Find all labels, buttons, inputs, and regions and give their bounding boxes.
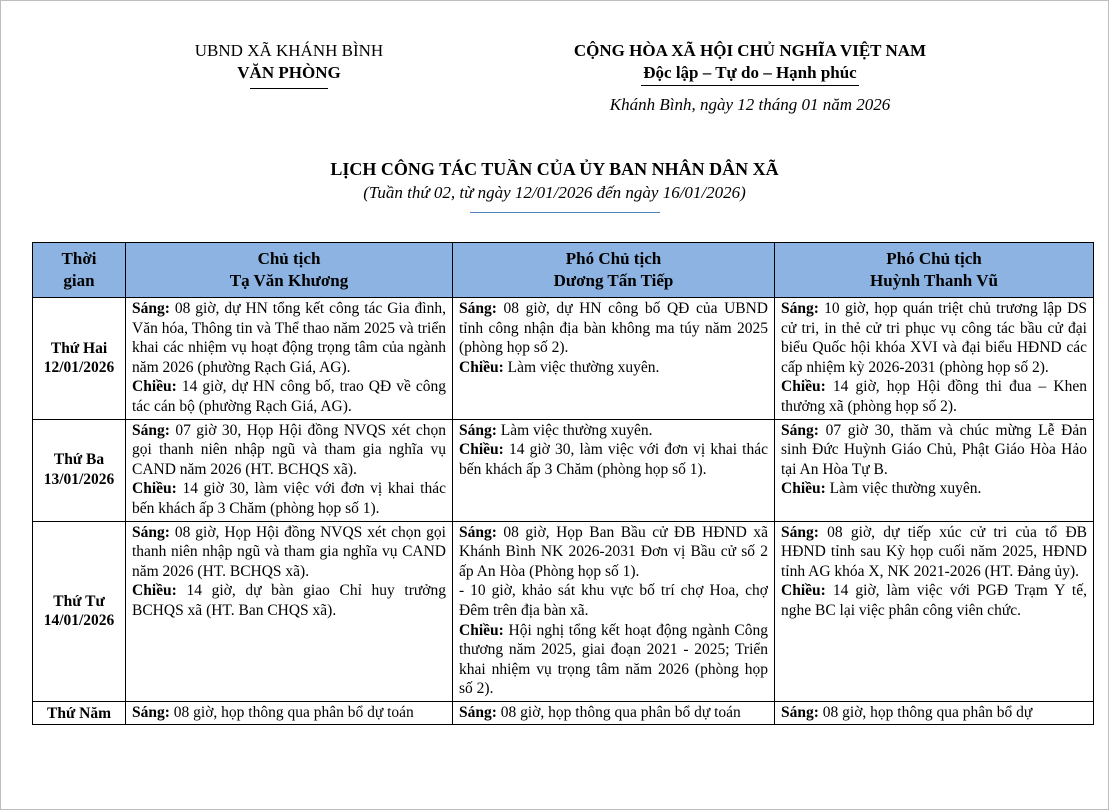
table-header-row bbox=[33, 243, 1094, 298]
national-motto: Độc lập – Tự do – Hạnh phúc bbox=[641, 62, 858, 86]
national-header bbox=[530, 40, 970, 86]
chairman-schedule: Sáng: 07 giờ 30, Họp Hội đồng NVQS xét chọn gọi thanh niên nhập ngũ và tham gia nghĩa vụ CAND năm 2026 (HT. BCHQS xã). Chiều: 14 giờ 30, làm việc với đơn vị khai thác bến khách ấp 3 Chăm (phòng họp số 1). bbox=[126, 419, 453, 521]
header-vice-chairman-1: Phó Chủ tịch Dương Tấn Tiếp bbox=[453, 243, 775, 298]
table-row bbox=[33, 419, 1094, 521]
day-cell: Thứ Ba 13/01/2026 bbox=[33, 419, 126, 521]
place-date: Khánh Bình, ngày 12 tháng 01 năm 2026 bbox=[609, 95, 891, 114]
vice-chairman-1-schedule: Sáng: 08 giờ, Họp Ban Bầu cử ĐB HĐND xã Khánh Bình NK 2026-2031 Đơn vị Bầu cử số 2 ấp An Hòa (Phòng họp số 1). - 10 giờ, khảo sát khu vực bố trí chợ Hoa, chợ Đêm trên địa bàn xã. Chiều: Hội nghị tổng kết hoạt động ngành Công thương năm 2025, giai đoạn 2021 - 2025; Triển khai nhiệm vụ trọng tâm năm 2026 (phòng họp số 2). bbox=[453, 521, 775, 701]
vice-chairman-2-schedule: Sáng: 10 giờ, họp quán triệt chủ trương lập DS cử tri, in thẻ cử tri phục vụ công tác bầu cử đại biểu Quốc hội khóa XVI và đại biểu HĐND các cấp nhiệm kỳ 2026-2031 (phòng họp số 2). Chiều: 14 giờ, họp Hội đồng thi đua – Khen thưởng xã (phòng họp số 2). bbox=[775, 298, 1094, 420]
vice-chairman-1-schedule: Sáng: Làm việc thường xuyên. Chiều: 14 giờ 30, làm việc với đơn vị khai thác bến khách ấp 3 Chăm (phòng họp số 1). bbox=[453, 419, 775, 521]
vice-chairman-2-schedule: Sáng: 07 giờ 30, thăm và chúc mừng Lễ Đản sinh Đức Huỳnh Giáo Chủ, Phật Giáo Hòa Hảo tại An Hòa Tự B. Chiều: Làm việc thường xuyên. bbox=[775, 419, 1094, 521]
document-subtitle: (Tuần thứ 02, từ ngày 12/01/2026 đến ngày 16/01/2026) bbox=[363, 183, 746, 202]
office-name: VĂN PHÒNG bbox=[237, 63, 341, 82]
agency-name: UBND XÃ KHÁNH BÌNH bbox=[194, 41, 384, 60]
nation-name: CỘNG HÒA XÃ HỘI CHỦ NGHĨA VIỆT NAM bbox=[573, 41, 927, 60]
chairman-schedule: Sáng: 08 giờ, họp thông qua phân bổ dự toán bbox=[126, 701, 453, 724]
header-vice-chairman-2: Phó Chủ tịch Huỳnh Thanh Vũ bbox=[775, 243, 1094, 298]
header-chairman: Chủ tịch Tạ Văn Khương bbox=[126, 243, 453, 298]
agency-underline bbox=[250, 88, 328, 89]
table-row bbox=[33, 298, 1094, 420]
document-title: LỊCH CÔNG TÁC TUẦN CỦA ỦY BAN NHÂN DÂN XÃ bbox=[330, 159, 779, 179]
day-cell: Thứ Tư 14/01/2026 bbox=[33, 521, 126, 701]
vice-chairman-1-schedule: Sáng: 08 giờ, họp thông qua phân bổ dự toán bbox=[453, 701, 775, 724]
day-cell: Thứ Hai 12/01/2026 bbox=[33, 298, 126, 420]
header-time: Thời gian bbox=[33, 243, 126, 298]
vice-chairman-1-schedule: Sáng: 08 giờ, dự HN công bố QĐ của UBND tỉnh công nhận địa bàn không ma túy năm 2025 (phòng họp số 2). Chiều: Làm việc thường xuyên. bbox=[453, 298, 775, 420]
schedule-table bbox=[32, 242, 1094, 725]
table-row bbox=[33, 701, 1094, 724]
vice-chairman-2-schedule: Sáng: 08 giờ, dự tiếp xúc cử tri của tổ ĐB HĐND tỉnh sau Kỳ họp cuối năm 2025, HĐND tỉnh AG khóa X, NK 2021-2026 (HT. Đảng ủy). Chiều: 14 giờ, làm việc với PGĐ Trạm Y tế, nghe BC lại việc phân công viên chức. bbox=[775, 521, 1094, 701]
title-underline bbox=[470, 212, 660, 213]
chairman-schedule: Sáng: 08 giờ, Họp Hội đồng NVQS xét chọn gọi thanh niên nhập ngũ và tham gia nghĩa vụ CAND năm 2026 (HT. BCHQS xã). Chiều: 14 giờ, dự bàn giao Chỉ huy trưởng BCHQS xã (HT. Ban CHQS xã). bbox=[126, 521, 453, 701]
issuing-agency bbox=[150, 40, 428, 89]
table-row bbox=[33, 521, 1094, 701]
vice-chairman-2-schedule: Sáng: 08 giờ, họp thông qua phân bổ dự bbox=[775, 701, 1094, 724]
day-cell: Thứ Năm bbox=[33, 701, 126, 724]
chairman-schedule: Sáng: 08 giờ, dự HN tổng kết công tác Gia đình, Văn hóa, Thông tin và Thể thao năm 2025 và triển khai các nhiệm vụ hoạt động trọng tâm của ngành năm 2026 (phường Rạch Giá, AG). Chiều: 14 giờ, dự HN công bố, trao QĐ về công tác cán bộ (phường Rạch Giá, AG). bbox=[126, 298, 453, 420]
